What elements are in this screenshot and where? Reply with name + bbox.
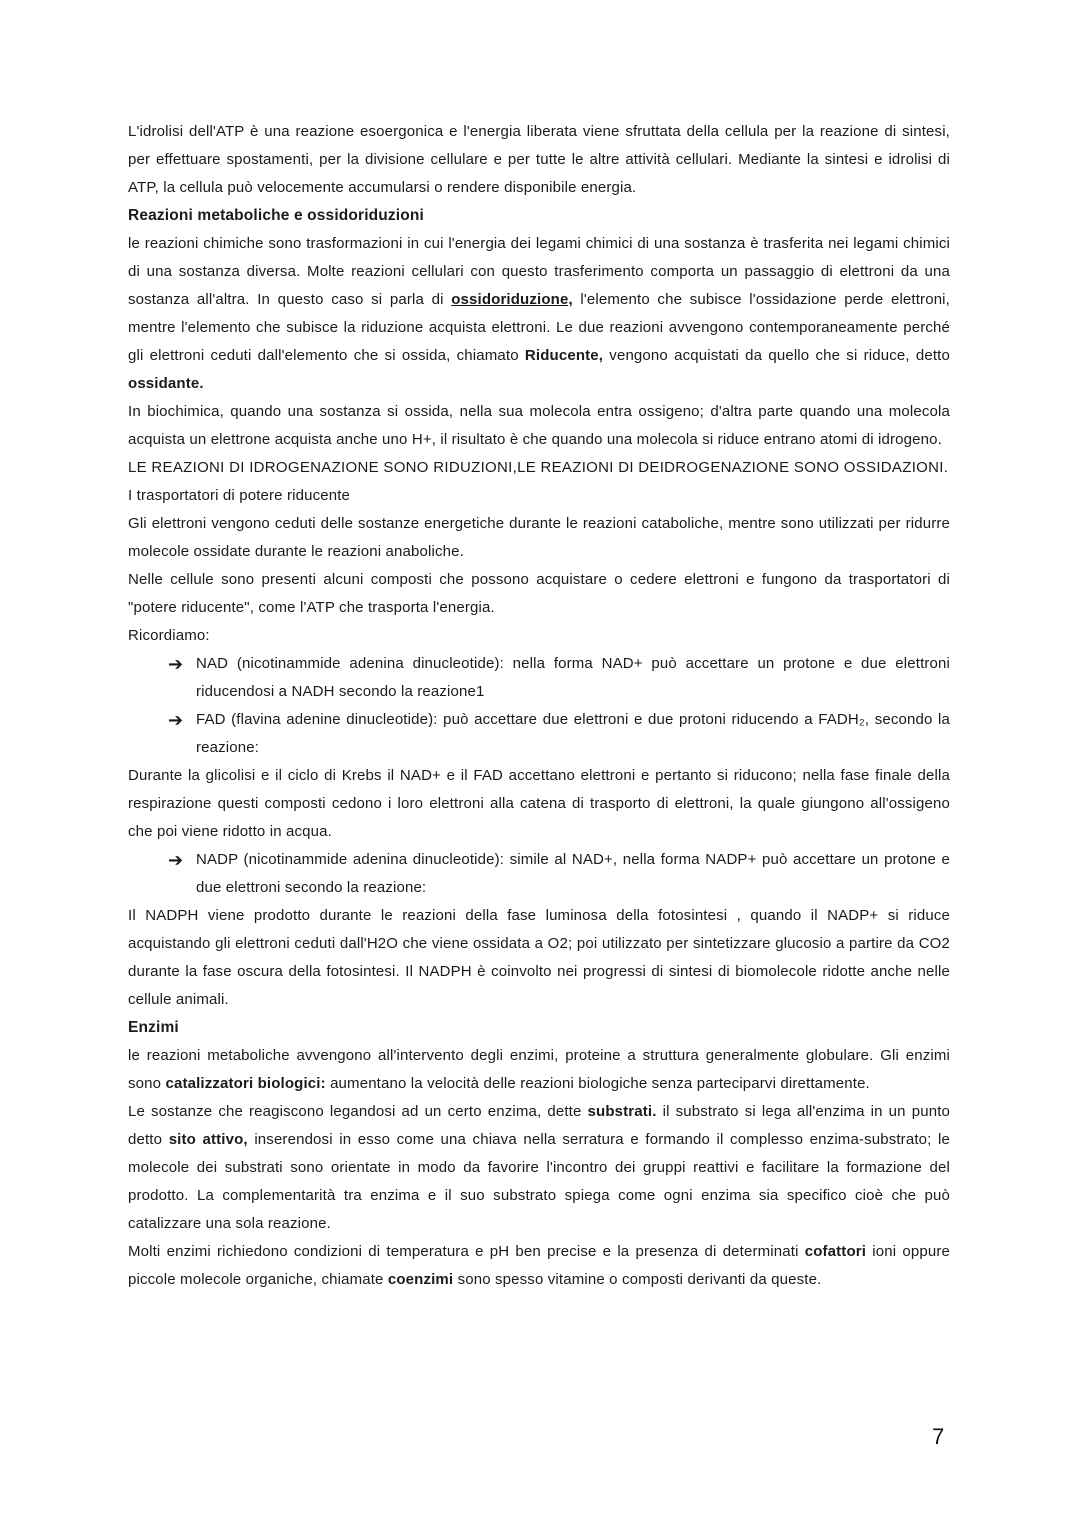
paragraph-cofattori	[128, 1238, 950, 1294]
label-ricordiamo: Ricordiamo:	[128, 627, 210, 644]
paragraph-ossidoriduzioni	[128, 230, 950, 398]
bullet-nad	[128, 650, 950, 706]
term-ossidoriduzione: ossidoriduzione,	[451, 291, 573, 308]
bullet-fad-text: FAD (flavina adenine dinucleotide): può accettare due elettroni e due protoni riducendo a FADH₂, secondo la reazione:	[196, 711, 950, 756]
paragraph-nadph: Il NADPH viene prodotto durante le reazioni della fase luminosa della fotosintesi , quando il NADP+ si riduce acquistando gli elettroni ceduti dall'H2O che viene ossidata a O2; poi utilizzato per sintetizzare glucosio a partire da CO2 durante la fase oscura della fotosintesi. Il NADPH è coinvolto nei progressi di sintesi di biomolecole ridotte anche nelle cellule animali.	[128, 907, 950, 1008]
paragraph-biochimica-ossidazione: In biochimica, quando una sostanza si ossida, nella sua molecola entra ossigeno; d'altra parte quando una molecola acquista un elettrone acquista anche uno H+, il risultato è che quando una molecola si riduce entrano atomi di idrogeno.	[128, 403, 950, 448]
heading-enzimi: Enzimi	[128, 1019, 179, 1036]
bullet-nadp-text: NADP (nicotinammide adenina dinucleotide): simile al NAD+, nella forma NADP+ può accettare un protone e due elettroni secondo la reazione:	[196, 851, 950, 896]
paragraph-substrati	[128, 1098, 950, 1238]
enzimi-text-1: le reazioni metaboliche avvengono all'intervento degli enzimi, proteine a struttura generalmente globulare. Gli enzimi sono	[128, 1047, 950, 1092]
heading-reazioni-metaboliche: Reazioni metaboliche e ossidoriduzioni	[128, 207, 424, 224]
cofattori-text-3: sono spesso vitamine o composti derivanti da queste.	[453, 1271, 822, 1288]
substrati-text-3: inserendosi in esso come una chiava nella serratura e formando il complesso enzima-substrato; le molecole dei substrati sono orientate in modo da favorire l'incontro dei gruppi reattivi e facilitare la formazione del prodotto. La complementarità tra enzima e il suo substrato spiega come ogni enzima sia specifico cioè che può catalizzare una sola reazione.	[128, 1131, 950, 1232]
cofattori-text-2: ioni oppure piccole molecole organiche, chiamate	[128, 1243, 950, 1288]
arrow-icon: ➔	[168, 710, 184, 730]
bullet-nadp	[128, 846, 950, 902]
term-riducente: Riducente,	[524, 347, 604, 364]
paragraph-elettroni-ceduti: Gli elettroni vengono ceduti delle sostanze energetiche durante le reazioni cataboliche, mentre sono utilizzati per ridurre molecole ossidate durante le reazioni anaboliche.	[128, 515, 950, 560]
cofattori-text-1: Molti enzimi richiedono condizioni di temperatura e pH ben precise e la presenza di determinati	[128, 1243, 805, 1260]
paragraph-glicolisi-krebs: Durante la glicolisi e il ciclo di Krebs il NAD+ e il FAD accettano elettroni e pertanto si riducono; nella fase finale della respirazione questi composti cedono i loro elettroni alla catena di trasporto di elettroni, la quale giungono all'ossigeno che poi viene ridotto in acqua.	[128, 767, 950, 840]
arrow-icon: ➔	[168, 654, 184, 674]
term-sito-attivo: sito attivo,	[168, 1131, 248, 1148]
substrati-text-2: il substrato si lega all'enzima in un punto detto	[128, 1103, 950, 1148]
bullet-fad	[128, 706, 950, 762]
redox-text-2: l'elemento che subisce l'ossidazione perde elettroni, mentre l'elemento che subisce la riduzione acquista elettroni. Le due reazioni avvengono contemporaneamente perché gli elettroni ceduti dall'elemento che si ossida, chiamato	[128, 291, 950, 364]
term-cofattori: cofattori	[804, 1243, 867, 1260]
redox-text-3: vengono acquistati da quello che si riduce, detto	[603, 347, 950, 364]
paragraph-potere-riducente: Nelle cellule sono presenti alcuni composti che possono acquistare o cedere elettroni e fungono da trasportatori di "potere riducente", come l'ATP che trasporta l'energia.	[128, 571, 950, 616]
arrow-icon: ➔	[168, 850, 184, 870]
bullet-nad-text: NAD (nicotinammide adenina dinucleotide): nella forma NAD+ può accettare un protone e due elettroni riducendosi a NADH secondo la reazione1	[196, 655, 950, 700]
term-ossidante: ossidante.	[128, 375, 204, 392]
redox-text-1: le reazioni chimiche sono trasformazioni in cui l'energia dei legami chimici di una sostanza è trasferita nei legami chimici di una sostanza diversa. Molte reazioni cellulari con questo trasferimento comporta un passaggio di elettroni da una sostanza all'altra. In questo caso si parla di	[128, 235, 950, 308]
note-idrogenazione-caps: LE REAZIONI DI IDROGENAZIONE SONO RIDUZIONI,LE REAZIONI DI DEIDROGENAZIONE SONO OSSIDAZIONI.	[128, 459, 949, 476]
subheading-trasportatori: I trasportatori di potere riducente	[128, 487, 351, 504]
term-catalizzatori-biologici: catalizzatori biologici:	[165, 1075, 326, 1092]
substrati-text-1: Le sostanze che reagiscono legandosi ad un certo enzima, dette	[128, 1103, 588, 1120]
page-number: 7	[932, 1424, 945, 1449]
paragraph-enzimi-intro	[128, 1042, 950, 1098]
term-coenzimi: coenzimi	[387, 1271, 454, 1288]
enzimi-text-2: aumentano la velocità delle reazioni biologiche senza parteciparvi direttamente.	[325, 1075, 870, 1092]
paragraph-atp-hydrolysis: L'idrolisi dell'ATP è una reazione esoergonica e l'energia liberata viene sfruttata della cellula per la reazione di sintesi, per effettuare spostamenti, per la divisione cellulare e per tutte le altre attività cellulari. Mediante la sintesi e idrolisi di ATP, la cellula può velocemente accumularsi o rendere disponibile energia.	[128, 123, 950, 196]
term-substrati: substrati.	[587, 1103, 657, 1120]
